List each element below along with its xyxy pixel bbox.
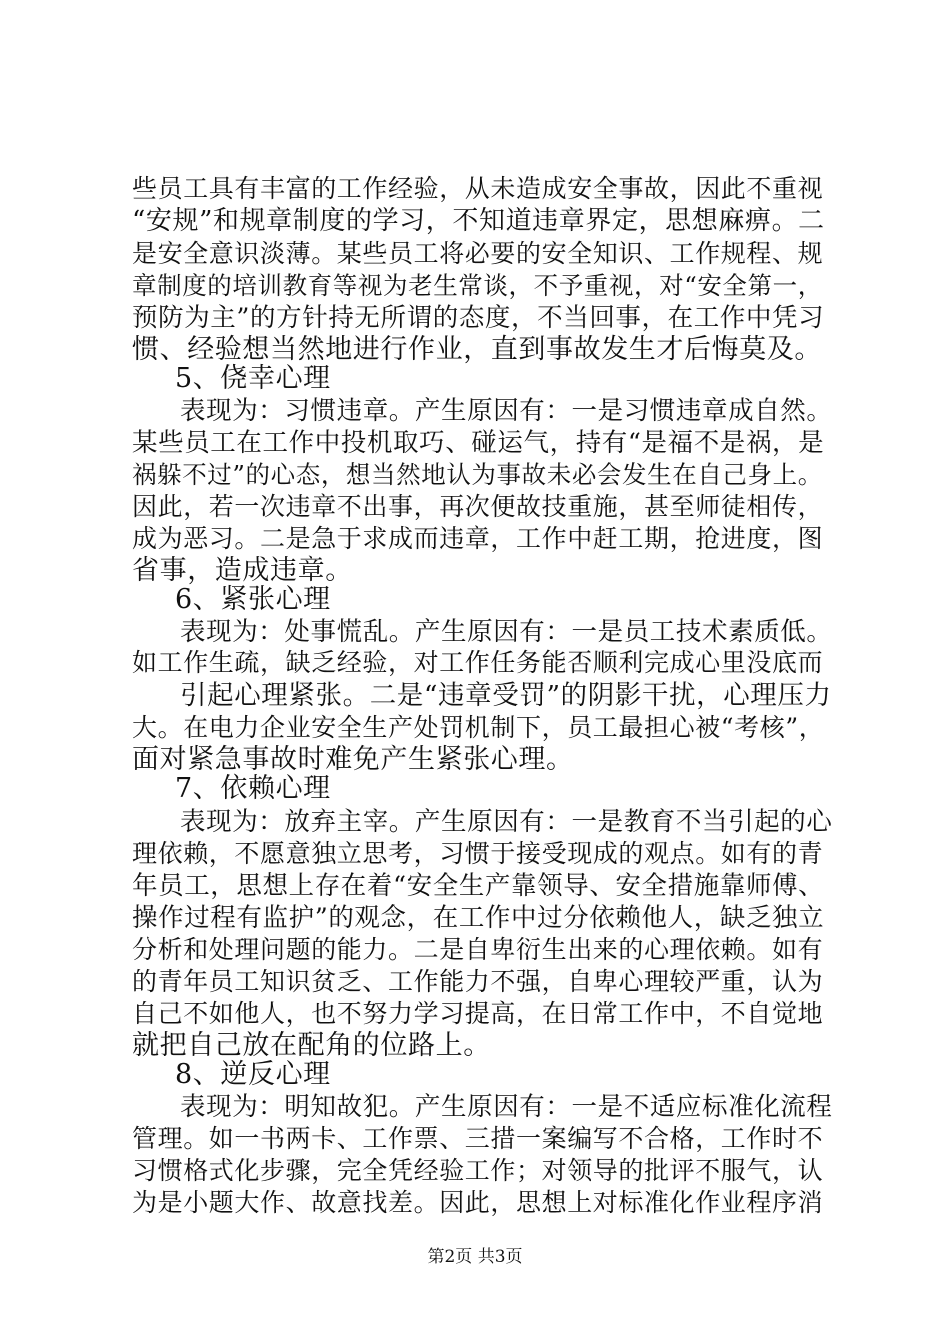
body-line: 自己不如他人，也不努力学习提高，在日常工作中，不自觉地: [132, 999, 824, 1028]
body-line: 如工作生疏，缺乏经验，对工作任务能否顺利完成心里没底而: [132, 648, 824, 677]
body-line: 的青年员工知识贫乏、工作能力不强，自卑心理较严重，认为: [132, 967, 824, 996]
body-line: 面对紧急事故时难免产生紧张心理。: [132, 744, 574, 775]
body-line: 习惯格式化步骤，完全凭经验工作；对领导的批评不服气，认: [132, 1156, 824, 1185]
body-line: 引起心理紧张。二是“违章受罚”的阴影干扰，心理压力: [180, 680, 832, 711]
body-line: 预防为主”的方针持无所谓的态度，不当回事，在工作中凭习: [132, 303, 825, 333]
body-line: 因此，若一次违章不出事，再次便故技重施，甚至师徒相传，: [132, 492, 824, 521]
body-line: 是安全意识淡薄。某些员工将必要的安全知识、工作规程、规: [132, 239, 824, 268]
body-line: 章制度的培训教育等视为老生常谈，不予重视，对“安全第一，: [132, 271, 823, 300]
body-line: 成为恶习。二是急于求成而违章，工作中赶工期，抢进度，图: [132, 524, 824, 553]
body-line: 惯、经验想当然地进行作业，直到事故发生才后悔莫及。: [132, 334, 822, 365]
body-line: 操作过程有监护”的观念，在工作中过分依赖他人，缺乏独立: [132, 903, 825, 933]
body-line: 省事，造成违章。: [132, 555, 353, 586]
body-line: 祸躲不过”的心态，想当然地认为事故未必会发生在自己身上。: [132, 460, 823, 489]
body-line: “安规”和规章制度的学习，不知道违章界定，思想麻痹。二: [132, 206, 825, 236]
body-line: 表现为：处事慌乱。产生原因有：一是员工技术素质低。: [180, 617, 833, 647]
body-line: 管理。如一书两卡、工作票、三措一案编写不合格，工作时不: [132, 1124, 824, 1153]
section-heading-8: 8、逆反心理: [175, 1059, 331, 1090]
section-heading-7: 7、依赖心理: [175, 773, 331, 804]
body-line: 某些员工在工作中投机取巧、碰运气，持有“是福不是祸，是: [132, 428, 825, 458]
body-line: 年员工，思想上存在着“安全生产靠领导、安全措施靠师傅、: [132, 871, 825, 901]
body-line: 表现为：习惯违章。产生原因有：一是习惯违章成自然。: [180, 396, 833, 426]
body-line: 分析和处理问题的能力。二是自卑衍生出来的心理依赖。如有: [132, 935, 824, 964]
body-line: 理依赖，不愿意独立思考，习惯于接受现成的观点。如有的青: [132, 839, 824, 868]
body-line: 大。在电力企业安全生产处罚机制下，员工最担心被“考核”，: [132, 713, 825, 742]
body-line: 表现为：明知故犯。产生原因有：一是不适应标准化流程: [180, 1092, 833, 1122]
body-line: 为是小题大作、故意找差。因此，思想上对标准化作业程序消: [132, 1188, 824, 1217]
body-line: 些员工具有丰富的工作经验，从未造成安全事故，因此不重视: [132, 174, 824, 203]
section-heading-5: 5、侥幸心理: [175, 363, 331, 394]
section-heading-6: 6、紧张心理: [175, 584, 331, 615]
page-footer: 第2页 共3页: [427, 1247, 523, 1267]
body-line: 就把自己放在配角的位路上。: [132, 1030, 491, 1061]
body-line: 表现为：放弃主宰。产生原因有：一是教育不当引起的心: [180, 807, 833, 837]
